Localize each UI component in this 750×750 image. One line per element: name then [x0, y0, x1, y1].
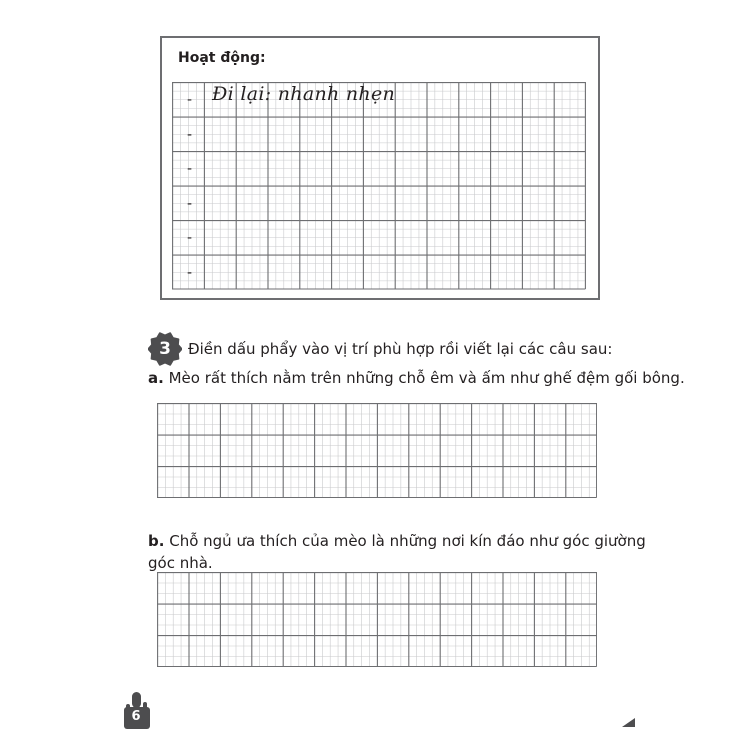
row-dash-marker: -	[187, 230, 193, 246]
question-b	[148, 530, 646, 552]
question-a	[148, 367, 685, 389]
question-b-text-line1: Chỗ ngủ ưa thích của mèo là những nơi kín đáo như góc giường	[169, 532, 646, 550]
row-dash-marker: -	[187, 161, 193, 177]
activity-writing-grid[interactable]	[172, 82, 586, 292]
answer-grid-b[interactable]	[157, 572, 597, 668]
question-b-continued	[148, 552, 213, 574]
row-dash-marker: -	[187, 264, 193, 281]
row-dash-marker: -	[187, 126, 193, 143]
question-b-label: b.	[148, 532, 165, 550]
answer-grid-a[interactable]	[157, 403, 597, 499]
exercise-number: 3	[159, 339, 171, 359]
question-a-text: Mèo rất thích nằm trên những chỗ êm và ấm như ghế đệm gối bông.	[168, 369, 685, 387]
row-dash-marker: -	[187, 195, 193, 212]
corner-fold-icon	[620, 712, 636, 728]
exercise-instruction: Điền dấu phẩy vào vị trí phù hợp rồi viết lại các câu sau:	[188, 340, 613, 358]
row-dash-marker: -	[187, 92, 193, 108]
activity-title: Hoạt động:	[178, 50, 266, 66]
handwritten-example: Đi lại: nhanh nhẹn	[212, 83, 396, 105]
page-number: 6	[131, 709, 141, 724]
question-a-label: a.	[148, 369, 164, 387]
question-b-text-line2: góc nhà.	[148, 554, 213, 572]
